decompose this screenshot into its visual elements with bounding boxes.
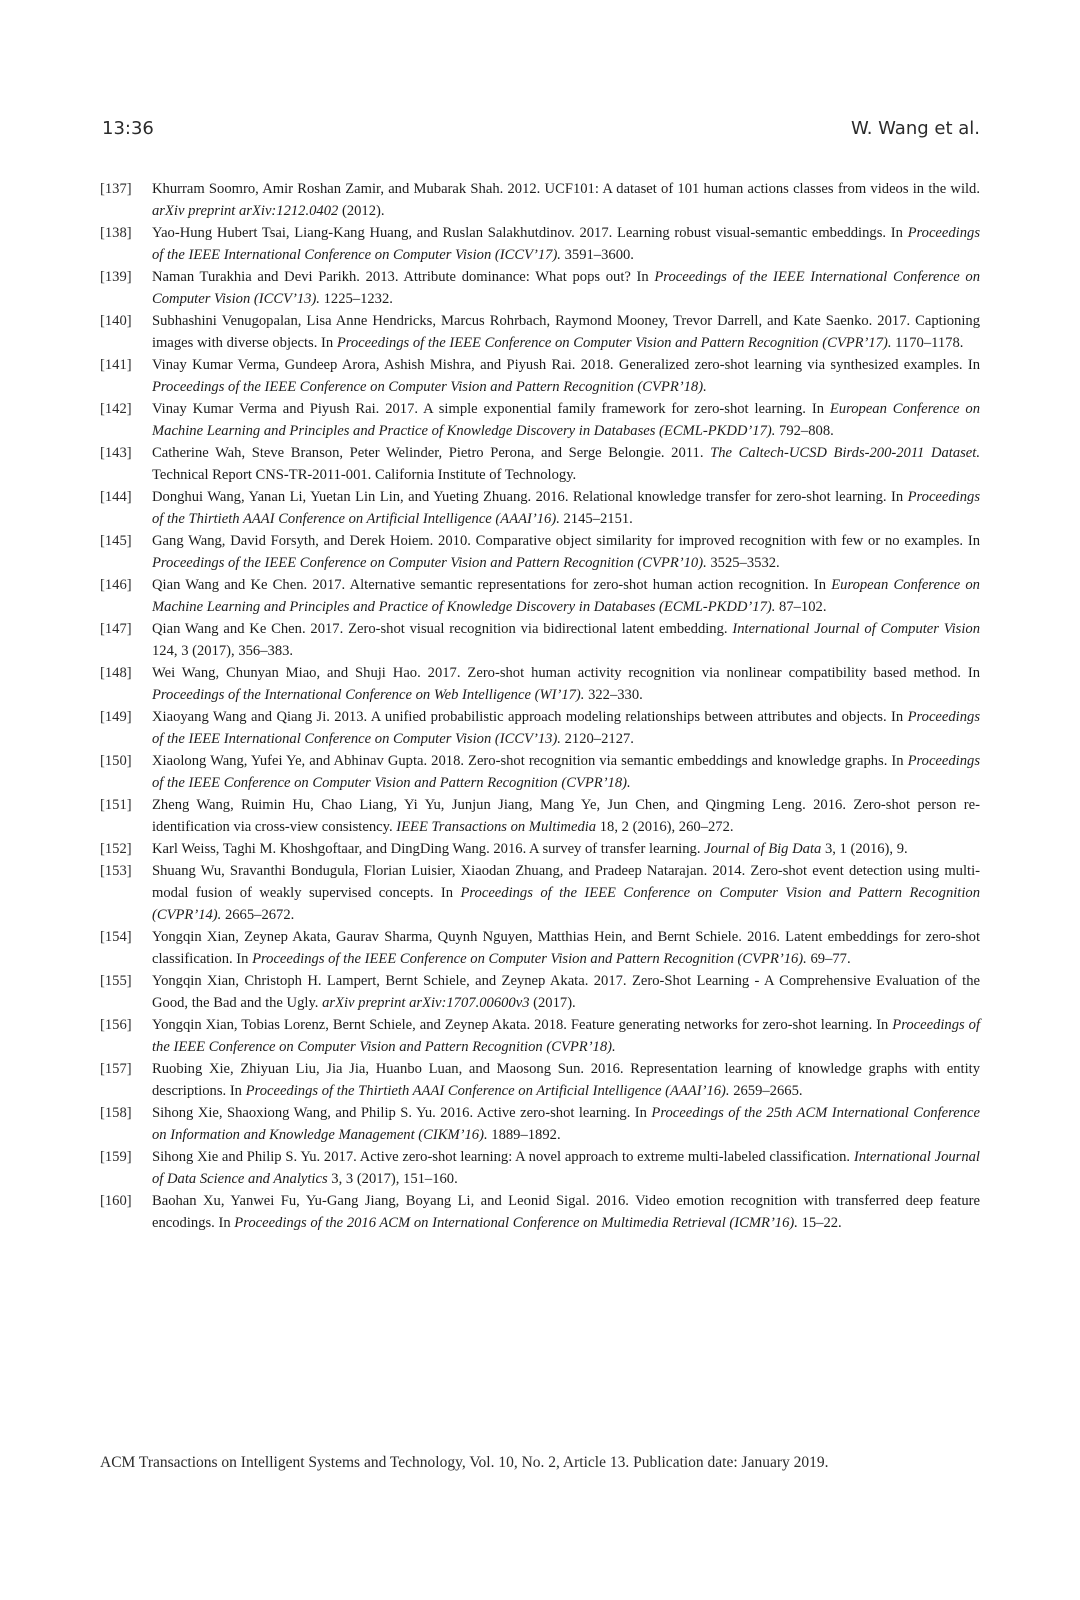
reference-text	[152, 662, 980, 706]
reference-segment: Sihong Xie, Shaoxiong Wang, and Philip S. Yu. 2016. Active zero-shot learning. In	[152, 1105, 652, 1121]
reference-item	[100, 860, 980, 926]
reference-number: [158]	[100, 1105, 132, 1121]
reference-segment: Technical Report CNS-TR-2011-001. California Institute of Technology.	[152, 467, 577, 483]
reference-number: [145]	[100, 533, 132, 549]
reference-segment: Naman Turakhia and Devi Parikh. 2013. Attribute dominance: What pops out? In	[152, 269, 655, 285]
reference-venue: Proceedings of the IEEE Conference on Computer Vision and Pattern Recognition (CVPR’14).	[152, 885, 981, 923]
reference-number: [156]	[100, 1017, 132, 1033]
reference-venue: IEEE Transactions on Multimedia	[396, 819, 597, 835]
reference-venue: Proceedings of the International Conference on Web Intelligence (WI’17).	[152, 687, 585, 703]
reference-segment: Zheng Wang, Ruimin Hu, Chao Liang, Yi Yu, Junjun Jiang, Mang Ye, Jun Chen, and Qingming Leng. 2016. Zero-shot person re-identification via cross-view consistency.	[152, 797, 980, 835]
reference-segment: (2017).	[529, 995, 576, 1011]
reference-item	[100, 1014, 980, 1058]
reference-segment: 2665–2672.	[221, 907, 295, 923]
reference-number: [146]	[100, 577, 132, 593]
reference-segment: Wei Wang, Chunyan Miao, and Shuji Hao. 2017. Zero-shot human activity recognition via nonlinear compatibility based method. In	[152, 665, 980, 681]
reference-item	[100, 574, 980, 618]
reference-text	[152, 860, 980, 926]
reference-segment: 87–102.	[775, 599, 827, 615]
reference-text	[152, 926, 980, 970]
reference-text	[152, 574, 980, 618]
reference-number: [141]	[100, 357, 132, 373]
reference-segment: Yongqin Xian, Christoph H. Lampert, Bernt Schiele, and Zeynep Akata. 2017. Zero-Shot Learning - A Comprehensive Evaluation of the Good, the Bad and the Ugly.	[152, 973, 980, 1011]
reference-item	[100, 794, 980, 838]
reference-venue: International Journal of Data Science and Analytics	[152, 1149, 980, 1187]
reference-segment: Xiaolong Wang, Yufei Ye, and Abhinav Gupta. 2018. Zero-shot recognition via semantic embeddings and knowledge graphs. In	[152, 753, 908, 769]
reference-venue: Journal of Big Data	[704, 841, 822, 857]
reference-segment: Karl Weiss, Taghi M. Khoshgoftaar, and DingDing Wang. 2016. A survey of transfer learning.	[152, 841, 705, 857]
reference-segment: Sihong Xie and Philip S. Yu. 2017. Active zero-shot learning: A novel approach to extreme multi-labeled classification.	[152, 1149, 854, 1165]
reference-venue: Proceedings of the IEEE International Conference on Computer Vision (ICCV’17).	[152, 225, 980, 263]
reference-item	[100, 1058, 980, 1102]
reference-number: [139]	[100, 269, 132, 285]
reference-venue: Proceedings of the Thirtieth AAAI Conference on Artificial Intelligence (AAAI’16).	[152, 489, 980, 527]
reference-item	[100, 266, 980, 310]
reference-segment: 2120–2127.	[560, 731, 634, 747]
reference-number: [143]	[100, 445, 132, 461]
reference-venue: The Caltech-UCSD Birds-200-2011 Dataset.	[710, 445, 980, 461]
reference-item	[100, 750, 980, 794]
reference-segment: 792–808.	[775, 423, 834, 439]
reference-venue: Proceedings of the IEEE Conference on Computer Vision and Pattern Recognition (CVPR’17).	[336, 335, 892, 351]
reference-segment: 1170–1178.	[891, 335, 964, 351]
reference-segment: 3, 1 (2016), 9.	[821, 841, 908, 857]
reference-text	[152, 750, 980, 794]
reference-text	[152, 1014, 980, 1058]
reference-venue: Proceedings of the IEEE Conference on Computer Vision and Pattern Recognition (CVPR’18).	[152, 753, 980, 791]
reference-segment: 18, 2 (2016), 260–272.	[596, 819, 734, 835]
reference-venue: arXiv preprint arXiv:1212.0402	[152, 203, 339, 219]
reference-item	[100, 662, 980, 706]
reference-venue: Proceedings of the IEEE International Conference on Computer Vision (ICCV’13).	[152, 269, 980, 307]
reference-venue: Proceedings of the 2016 ACM on International Conference on Multimedia Retrieval (ICMR’16).	[234, 1215, 798, 1231]
reference-segment: 2659–2665.	[729, 1083, 803, 1099]
reference-item	[100, 178, 980, 222]
running-authors: W. Wang et al.	[850, 118, 980, 139]
reference-text	[152, 1190, 980, 1234]
reference-item	[100, 486, 980, 530]
reference-text	[152, 794, 980, 838]
reference-number: [137]	[100, 181, 132, 197]
reference-segment: Khurram Soomro, Amir Roshan Zamir, and Mubarak Shah. 2012. UCF101: A dataset of 101 human actions classes from videos in the wild.	[152, 181, 980, 197]
reference-venue: arXiv preprint arXiv:1707.00600v3	[322, 995, 530, 1011]
reference-text	[152, 178, 980, 222]
reference-segment: Shuang Wu, Sravanthi Bondugula, Florian Luisier, Xiaodan Zhuang, and Pradeep Natarajan. 2014. Zero-shot event detection using multi-modal fusion of weakly supervised concepts. In	[152, 863, 980, 901]
reference-item	[100, 354, 980, 398]
reference-text	[152, 266, 980, 310]
page-footer: ACM Transactions on Intelligent Systems and Technology, Vol. 10, No. 2, Article 13. Publication date: January 2019.	[100, 1454, 829, 1471]
reference-segment: Yongqin Xian, Zeynep Akata, Gaurav Sharma, Quynh Nguyen, Matthias Hein, and Bernt Schiele. 2016. Latent embeddings for zero-shot classification. In	[152, 929, 980, 967]
reference-text	[152, 1058, 980, 1102]
reference-number: [147]	[100, 621, 132, 637]
reference-segment: (2012).	[338, 203, 385, 219]
reference-venue: Proceedings of the IEEE Conference on Computer Vision and Pattern Recognition (CVPR’18).	[152, 379, 707, 395]
reference-item	[100, 222, 980, 266]
reference-segment: Vinay Kumar Verma and Piyush Rai. 2017. A simple exponential family framework for zero-shot learning. In	[152, 401, 830, 417]
reference-segment: Donghui Wang, Yanan Li, Yuetan Lin Lin, and Yueting Zhuang. 2016. Relational knowledge transfer for zero-shot learning. In	[152, 489, 908, 505]
reference-segment: 124, 3 (2017), 356–383.	[152, 643, 294, 659]
reference-segment: Ruobing Xie, Zhiyuan Liu, Jia Jia, Huanbo Luan, and Maosong Sun. 2016. Representation learning of knowledge graphs with entity descriptions. In	[152, 1061, 980, 1099]
reference-number: [157]	[100, 1061, 132, 1077]
reference-number: [144]	[100, 489, 132, 505]
reference-text	[152, 838, 980, 860]
reference-item	[100, 618, 980, 662]
reference-segment: Vinay Kumar Verma, Gundeep Arora, Ashish Mishra, and Piyush Rai. 2018. Generalized zero-shot learning via synthesized examples. In	[152, 357, 980, 373]
reference-text	[152, 442, 980, 486]
reference-number: [150]	[100, 753, 132, 769]
reference-segment: 2145–2151.	[559, 511, 633, 527]
reference-segment: 1889–1892.	[487, 1127, 561, 1143]
reference-item	[100, 970, 980, 1014]
page-header	[102, 118, 980, 148]
reference-text	[152, 354, 980, 398]
reference-segment: 1225–1232.	[319, 291, 393, 307]
reference-item	[100, 706, 980, 750]
reference-venue: Proceedings of the IEEE International Conference on Computer Vision (ICCV’13).	[152, 709, 980, 747]
reference-number: [154]	[100, 929, 132, 945]
reference-segment: Qian Wang and Ke Chen. 2017. Zero-shot visual recognition via bidirectional latent embedding.	[152, 621, 733, 637]
reference-item	[100, 1146, 980, 1190]
reference-segment: Yao-Hung Hubert Tsai, Liang-Kang Huang, and Ruslan Salakhutdinov. 2017. Learning robust visual-semantic embeddings. In	[152, 225, 908, 241]
reference-text	[152, 706, 980, 750]
reference-number: [159]	[100, 1149, 132, 1165]
reference-number: [138]	[100, 225, 132, 241]
reference-venue: European Conference on Machine Learning and Principles and Practice of Knowledge Discovery in Databases (ECML-PKDD’17).	[152, 401, 981, 439]
reference-text	[152, 618, 980, 662]
reference-text	[152, 1146, 980, 1190]
reference-item	[100, 310, 980, 354]
reference-text	[152, 530, 980, 574]
reference-item	[100, 838, 980, 860]
reference-segment: Xiaoyang Wang and Qiang Ji. 2013. A unified probabilistic approach modeling relationships between attributes and objects. In	[152, 709, 908, 725]
reference-text	[152, 970, 980, 1014]
reference-segment: 15–22.	[797, 1215, 842, 1231]
reference-number: [152]	[100, 841, 132, 857]
reference-number: [153]	[100, 863, 132, 879]
reference-segment: 322–330.	[584, 687, 643, 703]
reference-venue: International Journal of Computer Vision	[732, 621, 980, 637]
reference-number: [151]	[100, 797, 132, 813]
reference-venue: Proceedings of the IEEE Conference on Computer Vision and Pattern Recognition (CVPR’16).	[252, 951, 807, 967]
reference-list	[100, 178, 980, 1234]
reference-segment: 3, 3 (2017), 151–160.	[327, 1171, 458, 1187]
reference-segment: Gang Wang, David Forsyth, and Derek Hoiem. 2010. Comparative object similarity for improved recognition with few or no examples. In	[152, 533, 980, 549]
reference-item	[100, 442, 980, 486]
reference-segment: Catherine Wah, Steve Branson, Peter Welinder, Pietro Perona, and Serge Belongie. 2011.	[152, 445, 711, 461]
reference-venue: Proceedings of the IEEE Conference on Computer Vision and Pattern Recognition (CVPR’18).	[152, 1017, 981, 1055]
reference-segment: Baohan Xu, Yanwei Fu, Yu-Gang Jiang, Boyang Li, and Leonid Sigal. 2016. Video emotion recognition with transferred deep feature encodings. In	[152, 1193, 980, 1231]
reference-venue: Proceedings of the 25th ACM International Conference on Information and Knowledge Management (CIKM’16).	[152, 1105, 980, 1143]
reference-number: [140]	[100, 313, 132, 329]
reference-venue: Proceedings of the Thirtieth AAAI Conference on Artificial Intelligence (AAAI’16).	[245, 1083, 730, 1099]
reference-item	[100, 1102, 980, 1146]
reference-item	[100, 530, 980, 574]
reference-item	[100, 1190, 980, 1234]
reference-text	[152, 1102, 980, 1146]
reference-segment: Yongqin Xian, Tobias Lorenz, Bernt Schiele, and Zeynep Akata. 2018. Feature generating networks for zero-shot learning. In	[152, 1017, 893, 1033]
reference-text	[152, 398, 980, 442]
reference-text	[152, 222, 980, 266]
reference-number: [149]	[100, 709, 132, 725]
reference-number: [155]	[100, 973, 132, 989]
reference-text	[152, 310, 980, 354]
page-number-label: 13:36	[102, 118, 154, 139]
reference-segment: 3591–3600.	[560, 247, 634, 263]
reference-segment: Subhashini Venugopalan, Lisa Anne Hendricks, Marcus Rohrbach, Raymond Mooney, Trevor Darrell, and Kate Saenko. 2017. Captioning images with diverse objects. In	[152, 313, 980, 351]
reference-venue: European Conference on Machine Learning and Principles and Practice of Knowledge Discovery in Databases (ECML-PKDD’17).	[152, 577, 980, 615]
reference-venue: Proceedings of the IEEE Conference on Computer Vision and Pattern Recognition (CVPR’10).	[152, 555, 707, 571]
reference-text	[152, 486, 980, 530]
reference-segment: 69–77.	[806, 951, 851, 967]
reference-number: [148]	[100, 665, 132, 681]
reference-segment: 3525–3532.	[706, 555, 780, 571]
reference-number: [160]	[100, 1193, 132, 1209]
reference-item	[100, 398, 980, 442]
reference-segment: Qian Wang and Ke Chen. 2017. Alternative semantic representations for zero-shot human action recognition. In	[152, 577, 832, 593]
reference-number: [142]	[100, 401, 132, 417]
reference-item	[100, 926, 980, 970]
